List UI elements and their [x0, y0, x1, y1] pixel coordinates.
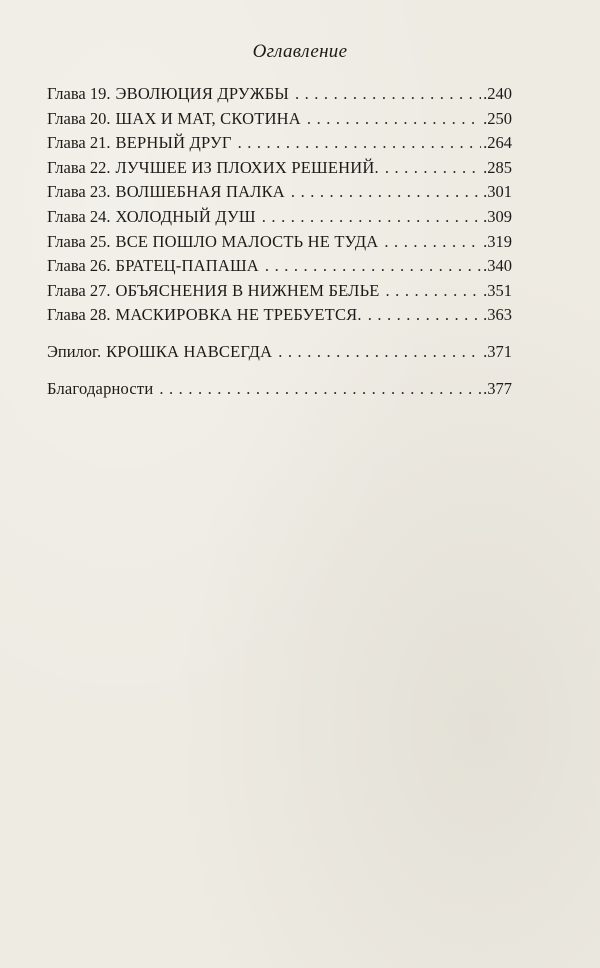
- toc-entry[interactable]: [47, 84, 512, 109]
- dot-leader: [368, 305, 481, 325]
- page-number: .363: [483, 305, 512, 325]
- page-number: .240: [483, 84, 512, 103]
- toc-entry-epilogue[interactable]: [47, 342, 512, 367]
- dot-leader: [262, 207, 481, 227]
- page-number: .285: [483, 157, 512, 177]
- epilogue-title: КРОШКА НАВСЕГДА: [106, 341, 273, 361]
- chapter-title: ШАХ И МАТ, СКОТИНА: [115, 108, 301, 128]
- page-number: .250: [483, 108, 512, 128]
- toc-entry[interactable]: [47, 133, 512, 158]
- dot-leader: [385, 158, 481, 178]
- toc-entry[interactable]: [47, 232, 512, 257]
- chapter-number: Глава 22.: [47, 157, 111, 177]
- table-of-contents: [47, 84, 512, 403]
- section-spacer: [47, 367, 512, 379]
- page-number: .264: [483, 133, 512, 153]
- acknowledgments-title: Благодарности: [47, 378, 154, 398]
- dot-leader: [265, 256, 481, 276]
- dot-leader: [278, 342, 481, 362]
- page-number: .309: [483, 206, 512, 226]
- dot-leader: [386, 281, 482, 301]
- page-number: .340: [483, 256, 512, 276]
- chapter-title: ЭВОЛЮЦИЯ ДРУЖБЫ: [115, 84, 289, 103]
- chapter-number: Глава 19.: [47, 84, 111, 103]
- toc-entry[interactable]: [47, 207, 512, 232]
- toc-entry[interactable]: [47, 182, 512, 207]
- chapter-number: Глава 28.: [47, 305, 111, 325]
- chapter-title: ОБЪЯСНЕНИЯ В НИЖНЕМ БЕЛЬЕ: [115, 280, 380, 300]
- chapter-number: Глава 25.: [47, 231, 111, 251]
- chapter-number: Глава 20.: [47, 108, 111, 128]
- chapter-title: ВЕРНЫЙ ДРУГ: [115, 133, 232, 153]
- section-spacer: [47, 330, 512, 342]
- toc-entry-acknowledgments[interactable]: [47, 379, 512, 404]
- chapter-title: МАСКИРОВКА НЕ ТРЕБУЕТСЯ.: [115, 305, 362, 325]
- chapter-title: ЛУЧШЕЕ ИЗ ПЛОХИХ РЕШЕНИЙ.: [115, 157, 379, 177]
- epilogue-label: Эпилог.: [47, 341, 102, 361]
- toc-entry[interactable]: [47, 281, 512, 306]
- chapter-title: ХОЛОДНЫЙ ДУШ: [115, 206, 256, 226]
- dot-leader: [295, 84, 481, 104]
- page-number: .319: [483, 231, 512, 251]
- dot-leader: [238, 133, 482, 153]
- dot-leader: [384, 232, 481, 252]
- chapter-number: Глава 23.: [47, 182, 111, 202]
- dot-leader: [291, 182, 481, 202]
- page-number: .377: [483, 378, 512, 398]
- chapter-number: Глава 26.: [47, 256, 111, 276]
- toc-entry[interactable]: [47, 305, 512, 330]
- page-number: .351: [483, 280, 512, 300]
- chapter-title: ВОЛШЕБНАЯ ПАЛКА: [115, 182, 285, 202]
- dot-leader: [307, 109, 481, 129]
- chapter-title: ВСЕ ПОШЛО МАЛОСТЬ НЕ ТУДА: [115, 231, 379, 251]
- page-number: .371: [483, 341, 512, 361]
- toc-heading: Оглавление: [252, 41, 348, 62]
- toc-entry[interactable]: [47, 256, 512, 281]
- page-number: .301: [483, 182, 512, 202]
- chapter-title: БРАТЕЦ-ПАПАША: [115, 256, 259, 276]
- toc-entry[interactable]: [47, 109, 512, 134]
- chapter-number: Глава 27.: [47, 280, 111, 300]
- dot-leader: [159, 379, 481, 399]
- chapter-number: Глава 24.: [47, 206, 111, 226]
- toc-entry[interactable]: [47, 158, 512, 183]
- chapter-number: Глава 21.: [47, 133, 111, 153]
